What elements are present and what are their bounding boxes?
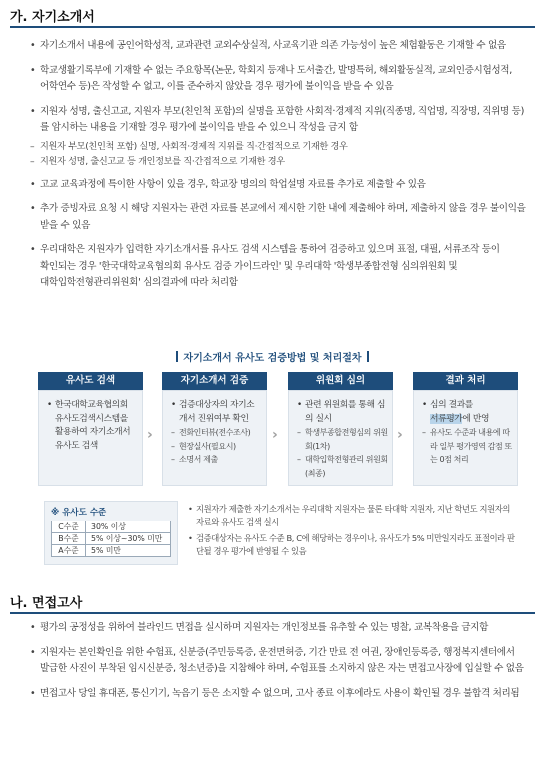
chevron-right-icon: › xyxy=(397,427,403,443)
sub-list-item-text: 지원자 부모(친인척 포함) 실명, 사회적·경제적 지위를 직·간접적으로 기재한 경우 xyxy=(40,140,348,152)
list-item-text: 학교생활기록부에 기재할 수 없는 주요항목(논문, 학회지 등재나 도서출간, 발명특허, 해외활동실적, 교외인증시험성적, 어학연수 등)은 작성할 수 없고, 이를 준수하지 않았을 경우 평가에 불이익을 받을 수 있음 xyxy=(40,64,512,92)
step-header: 결과 처리 xyxy=(413,372,518,390)
list-item: • 학교생활기록부에 기재할 수 없는 주요항목(논문, 학회지 등재나 도서출간, 발명특허, 해외활동실적, 교외인증시험성적, 어학연수 등)은 작성할 수 없고, 이를 준수하지 않았을 경우 평가에 불이익을 받을 수 있음 xyxy=(30,64,512,92)
level-row xyxy=(51,533,171,545)
section-ga-title: 가. 자기소개서 xyxy=(10,10,95,25)
list-item-text: 지원자 성명, 출신고교, 지원자 부모(친인척 포함)의 실명을 포함한 사회적·경제적 지위(직종명, 직업명, 직장명, 직위명 등)를 암시하는 내용을 기재할 경우 평가에 불이익을 받을 수 있으니 작성을 금지 함 xyxy=(40,105,524,133)
note-item: • 검증대상자는 유사도 수준 B, C에 해당하는 경우이나, 유사도가 5% 미만일지라도 표절이라 판단될 경우 평가에 반영될 수 있음 xyxy=(188,533,515,556)
sub-list-item-text: 지원자 성명, 출신고교 등 개인정보를 직·간접적으로 기재한 경우 xyxy=(40,155,285,167)
levels-title: ※ 유사도 수준 xyxy=(51,508,107,518)
list-item-text: 자기소개서 내용에 공인어학성적, 교과관련 교외수상실적, 사교육기관 의존 가능성이 높은 체험활동은 기재할 수 없음 xyxy=(40,40,506,51)
level-key: C수준 xyxy=(52,521,86,532)
list-item-text: 지원자는 본인확인을 위한 수험표, 신분증(주민등록증, 운전면허증, 기간 만료 전 여권, 장애인등록증, 행정복지센터에서 발급한 사진이 부착된 임시신분증, 청소년증)을 지참해야 하며, 수험표를 소지하지 않은 자는 면접고사장에 입실할 수 없음 xyxy=(40,646,524,674)
section-na-rule xyxy=(10,612,535,614)
step-sub-text: – 소명서 제출 xyxy=(171,453,262,467)
step-sub-text: – 현장실사(필요시) xyxy=(171,440,262,454)
chevron-right-icon: › xyxy=(272,427,278,443)
sub-list-item: – 지원자 성명, 출신고교 등 개인정보를 직·간접적으로 기재한 경우 xyxy=(30,155,285,167)
list-item: • 추가 증빙자료 요청 시 해당 지원자는 관련 자료를 본교에서 제시한 기한 내에 제출해야 하며, 제출하지 않을 경우 불이익을 받을 수 있음 xyxy=(30,203,526,231)
level-row xyxy=(51,545,171,557)
note-text: 지원자가 제출한 자기소개서는 우리대학 지원자는 물론 타대학 지원자, 지난 학년도 지원자의 자료와 유사도 검색 실시 xyxy=(196,504,510,527)
step-main-text: • 한국대학교육협의회 유사도검색시스템을 활용하여 자기소개서 유사도 검색 xyxy=(47,399,138,453)
step-body xyxy=(413,390,518,486)
level-value: 5% 미만 xyxy=(91,546,121,555)
note-item: • 지원자가 제출한 자기소개서는 우리대학 지원자는 물론 타대학 지원자, 지난 학년도 지원자의 자료와 유사도 검색 실시 xyxy=(188,504,510,527)
level-row xyxy=(51,521,171,533)
list-item: • 지원자는 본인확인을 위한 수험표, 신분증(주민등록증, 운전면허증, 기간 만료 전 여권, 장애인등록증, 행정복지센터에서 발급한 사진이 부착된 임시신분증, 청소년증)을 지참해야 하며, 수험표를 소지하지 않은 자는 면접고사장에 입실할 수 없음 xyxy=(30,646,524,674)
section-na-list xyxy=(30,620,529,710)
step-sub-text: – 대학입학전형관리 위원회(최종) xyxy=(297,453,388,480)
step-body xyxy=(162,390,267,486)
step-essay-verification xyxy=(162,372,267,486)
step-main-text xyxy=(422,399,513,426)
process-title xyxy=(0,349,545,364)
step-main-b: 에 반영 xyxy=(462,413,490,424)
section-ga-header xyxy=(10,6,535,28)
step-header: 위원회 심의 xyxy=(288,372,393,390)
step-header: 자기소개서 검증 xyxy=(162,372,267,390)
list-item-text: 면접고사 당일 휴대폰, 통신기기, 녹음기 등은 소지할 수 없으며, 고사 종료 이후에라도 사용이 확인될 경우 불합격 처리됨 xyxy=(40,687,520,699)
process-title-text: 자기소개서 유사도 검증방법 및 처리절차 xyxy=(183,353,362,364)
step-main-text: • 검증대상자의 자기소개서 진위여부 확인 xyxy=(171,399,262,426)
step-result-processing xyxy=(413,372,518,486)
step-similarity-search xyxy=(38,372,143,486)
list-item: • 평가의 공정성을 위하여 블라인드 면접을 실시하며 지원자는 개인정보를 유추할 수 있는 명찰, 교복착용을 금지함 xyxy=(30,622,489,633)
level-key: B수준 xyxy=(52,533,86,544)
note-text: 검증대상자는 유사도 수준 B, C에 해당하는 경우이나, 유사도가 5% 미만일지라도 표절이라 판단될 경우 평가에 반영될 수 있음 xyxy=(196,533,515,556)
chevron-right-icon: › xyxy=(147,427,153,443)
list-item: • 지원자 성명, 출신고교, 지원자 부모(친인척 포함)의 실명을 포함한 사회적·경제적 지위(직종명, 직업명, 직장명, 직위명 등)를 암시하는 내용을 기재할 경우 평가에 불이익을 받을 수 있으니 작성을 금지 함 xyxy=(30,105,524,133)
list-item: • 면접고사 당일 휴대폰, 통신기기, 녹음기 등은 소지할 수 없으며, 고사 종료 이후에라도 사용이 확인될 경우 불합격 처리됨 xyxy=(30,687,520,699)
level-value: 30% 이상 xyxy=(91,522,126,531)
step-main-text: • 관련 위원회를 통해 심의 실시 xyxy=(297,399,388,426)
section-na-header xyxy=(10,592,535,614)
list-item-text: 추가 증빙자료 요청 시 해당 지원자는 관련 자료를 본교에서 제시한 기한 내에 제출해야 하며, 제출하지 않을 경우 불이익을 받을 수 있음 xyxy=(40,203,526,231)
level-value: 5% 이상~30% 미만 xyxy=(91,534,163,543)
section-ga-list xyxy=(30,38,529,300)
section-na-title: 나. 면접고사 xyxy=(10,596,83,611)
step-committee-review xyxy=(288,372,393,486)
level-key: A수준 xyxy=(52,545,86,556)
list-item-text: 고교 교육과정에 특이한 사항이 있을 경우, 학교장 명의의 학업설명 자료를 추가로 제출할 수 있음 xyxy=(40,178,426,190)
step-header: 유사도 검색 xyxy=(38,372,143,390)
highlighted-text: 서류평가 xyxy=(430,413,463,424)
list-item: • 고교 교육과정에 특이한 사항이 있을 경우, 학교장 명의의 학업설명 자료를 추가로 제출할 수 있음 xyxy=(30,178,426,190)
section-ga-rule xyxy=(10,26,535,28)
list-item: • 우리대학은 지원자가 입력한 자기소개서를 유사도 검색 시스템을 통하여 검증하고 있으며 표절, 대필, 서류조작 등이 확인되는 경우 '한국대학교육협의회 유사도 검증 가이드라인' 및 우리대학 '학생부종합전형 심의위원회 및 대학입학전형관리위원회' 심의결과에 따라 처리함 xyxy=(30,244,500,288)
step-sub-text: – 유사도 수준과 내용에 따라 일부 평가영역 감점 또는 0점 처리 xyxy=(422,426,513,467)
list-item-text: 우리대학은 지원자가 입력한 자기소개서를 유사도 검색 시스템을 통하여 검증하고 있으며 표절, 대필, 서류조작 등이 확인되는 경우 '한국대학교육협의회 유사도 검증 가이드라인' 및 우리대학 '학생부종합전형 심의위원회 및 대학입학전형관리위원회' 심의결과에 따라 처리함 xyxy=(40,244,500,288)
list-item-text: 평가의 공정성을 위하여 블라인드 면접을 실시하며 지원자는 개인정보를 유추할 수 있는 명찰, 교복착용을 금지함 xyxy=(40,622,489,633)
sub-list-item: – 지원자 부모(친인척 포함) 실명, 사회적·경제적 지위를 직·간접적으로 기재한 경우 xyxy=(30,140,348,152)
list-item: • 자기소개서 내용에 공인어학성적, 교과관련 교외수상실적, 사교육기관 의존 가능성이 높은 체험활동은 기재할 수 없음 xyxy=(30,40,506,51)
step-main-a: 심의 결과를 xyxy=(430,400,473,410)
step-body xyxy=(288,390,393,486)
process-notes xyxy=(188,503,518,561)
step-sub-text: – 학생부종합전형심의 위원회(1차) xyxy=(297,426,388,453)
similarity-level-box xyxy=(44,501,178,565)
step-body xyxy=(38,390,143,486)
step-sub-text: – 전화인터뷰(전수조사) xyxy=(171,426,262,440)
